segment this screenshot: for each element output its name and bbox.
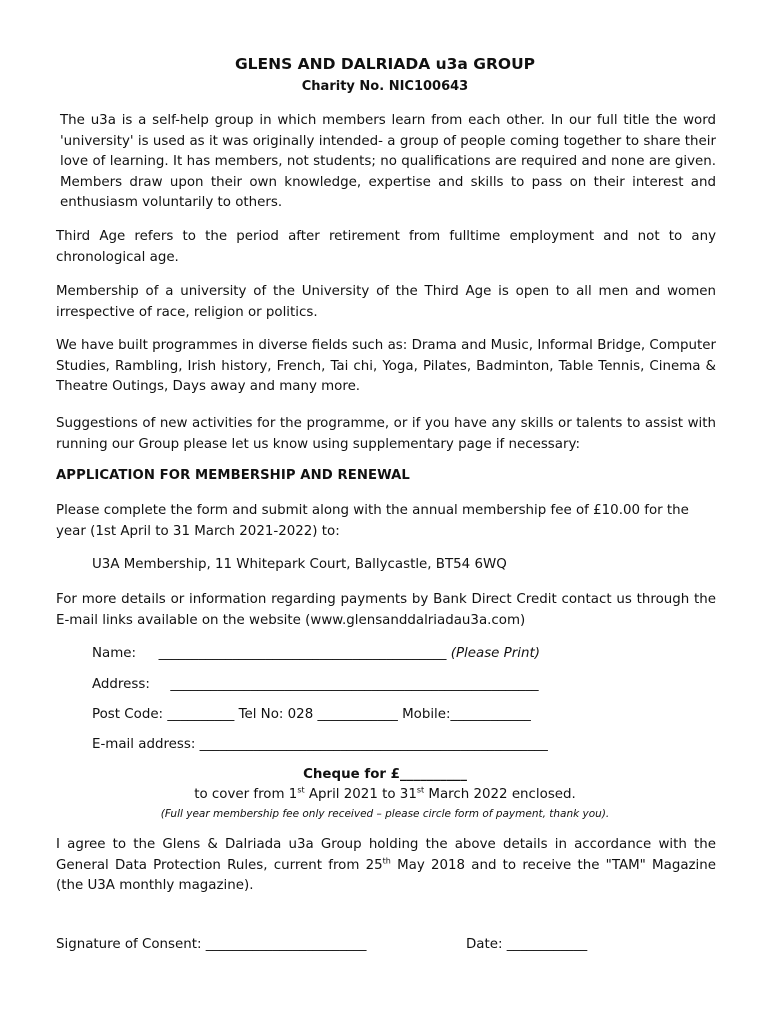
application-heading: APPLICATION FOR MEMBERSHIP AND RENEWAL <box>56 468 410 483</box>
tel-field[interactable]: ____________ <box>317 707 398 722</box>
cheque-amount-field[interactable]: __________ <box>399 767 467 782</box>
mobile-label: Mobile: <box>402 707 451 722</box>
intro-paragraph-3: Membership of a university of the University of the Third Age is open to all men and women irrespective of race, religion or politics. <box>56 284 716 320</box>
application-instructions: Please complete the form and submit along with the annual membership fee of £10.00 for the year (1st April to 31 March 2021-2022) to: <box>56 503 689 539</box>
email-row <box>92 737 548 752</box>
cover-text-1: to cover from 1 <box>194 787 298 802</box>
mobile-field[interactable]: ____________ <box>450 707 531 722</box>
intro-paragraph-2: Third Age refers to the period after retirement from fulltime employment and not to any chronological age. <box>56 229 716 265</box>
tel-label: Tel No: 028 <box>238 707 314 722</box>
consent-text-1: I agree to the Glens & Dalriada u3a Group holding the above details in accordance with the General Data Protection Rules, current from 25 <box>56 837 716 873</box>
cheque-label: Cheque for £ <box>303 767 400 782</box>
name-label: Name: <box>92 646 137 661</box>
date-row <box>466 937 587 952</box>
document-title: GLENS AND DALRIADA u3a GROUP <box>234 55 536 73</box>
charity-number: Charity No. NIC100643 <box>301 79 469 94</box>
intro-paragraph-5: Suggestions of new activities for the programme, or if you have any skills or talents to assist with running our Group please let us know using supplementary page if necessary: <box>56 416 716 452</box>
name-hint: (Please Print) <box>450 646 540 661</box>
payment-note: (Full year membership fee only received – please circle form of payment, thank you). <box>160 808 610 820</box>
intro-paragraph-4: We have built programmes in diverse fields such as: Drama and Music, Informal Bridge, Computer Studies, Rambling, Irish history, French, Tai chi, Yoga, Pilates, Badminton, Table Tennis, Cinema & Theatre Outings, Days away and many more. <box>56 338 716 394</box>
cover-sup-1: st <box>297 785 305 795</box>
contact-row <box>92 707 531 722</box>
cover-line <box>0 787 770 802</box>
postcode-field[interactable]: __________ <box>167 707 235 722</box>
address-label: Address: <box>92 677 150 692</box>
mailing-address: U3A Membership, 11 Whitepark Court, Ballycastle, BT54 6WQ <box>92 557 507 572</box>
consent-paragraph <box>56 835 716 897</box>
email-field[interactable]: ____________________________________________________ <box>199 737 548 752</box>
intro-paragraph-1: The u3a is a self-help group in which members learn from each other. In our full title the word 'university' is used as it was originally intended- a group of people coming together to share their love of learning. It has members, not students; no qualifications are required and none are given. Members draw upon their own knowledge, expertise and skills to pass on their interest and enthusiasm voluntarily to others. <box>60 113 716 210</box>
date-label: Date: <box>466 937 503 952</box>
cover-text-2: April 2021 to 31 <box>304 787 417 802</box>
date-field[interactable]: ____________ <box>506 937 588 952</box>
name-field[interactable]: ___________________________________________ <box>158 646 447 661</box>
signature-label: Signature of Consent: <box>56 937 202 952</box>
email-label: E-mail address: <box>92 737 196 752</box>
name-row <box>92 646 540 661</box>
address-row <box>92 677 539 692</box>
cover-sup-2: st <box>416 785 425 795</box>
cheque-line <box>0 767 770 782</box>
cover-text-3: March 2022 enclosed. <box>424 787 576 802</box>
consent-sup: th <box>382 856 391 866</box>
consent-text-2: May 2018 and to receive the "TAM" Magazine (the U3A monthly magazine). <box>56 857 716 893</box>
signature-field[interactable]: ________________________ <box>205 937 367 952</box>
address-field[interactable]: _______________________________________________________ <box>170 677 539 692</box>
postcode-label: Post Code: <box>92 707 164 722</box>
payment-info: For more details or information regarding payments by Bank Direct Credit contact us through the E-mail links available on the website (www.glensanddalriadau3a.com) <box>56 592 716 628</box>
signature-row <box>56 937 366 952</box>
